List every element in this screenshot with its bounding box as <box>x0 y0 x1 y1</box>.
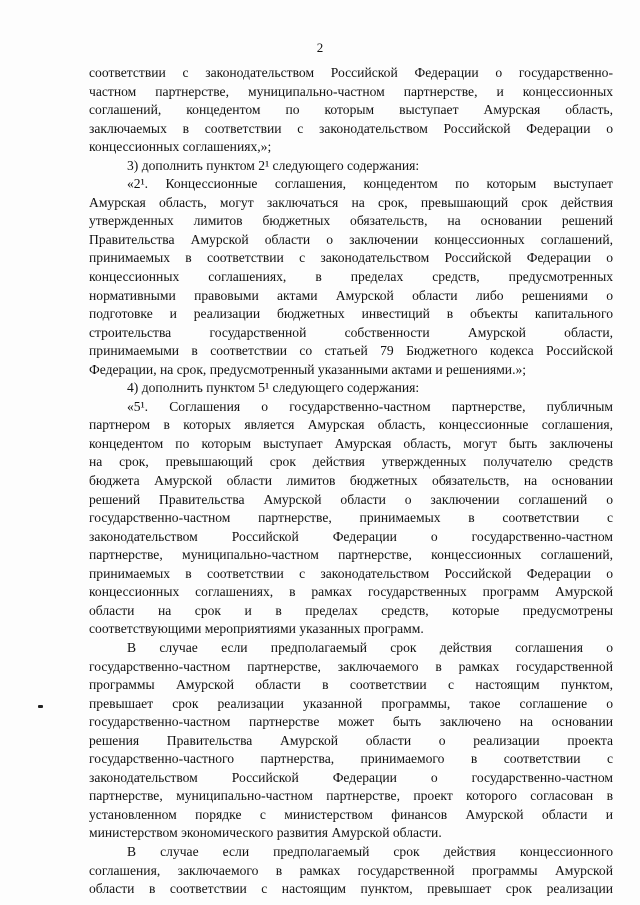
text-line: партнерстве, муниципально-частном партнерстве, проект которого согласован в <box>89 788 613 804</box>
text-line: «2¹. Концессионные соглашения, концедентом по которым выступает <box>127 176 613 192</box>
text-line: области на срок и в пределах средств, которые предусмотрены <box>89 602 613 618</box>
text-line: принимаемых в соответствии с законодательством Российской Федерации о <box>89 565 613 581</box>
text-line: Правительства Амурской области о заключении концессионных соглашений, <box>89 231 613 247</box>
text-line: соответствии с законодательством Российской Федерации о государственно- <box>89 65 613 80</box>
text-line: решения Правительства Амурской области о реализации проекта <box>89 732 613 748</box>
text-line: партнером в которых является Амурская область, концессионные соглашения, <box>89 417 613 433</box>
text-line: В случае если предполагаемый срок действия концессионного <box>127 843 613 859</box>
text-line: заключаемых в соответствии с законодательством Российской Федерации о <box>89 120 613 136</box>
text-line: государственно-частном партнерстве, принимаемых в соответствии с <box>89 510 613 526</box>
text-line: концессионных соглашениях,»; <box>89 139 272 155</box>
text-line: В случае если предполагаемый срок действия соглашения о <box>127 639 613 655</box>
text-line: государственно-частном партнерстве может быть заключено на основании <box>89 714 613 730</box>
text-line: соответствующими мероприятиями указанных программ. <box>89 621 424 637</box>
text-line: принимаемых в соответствии с законодательством Российской Федерации о <box>89 250 613 266</box>
text-line: 3) дополнить пунктом 2¹ следующего содержания: <box>127 157 420 173</box>
text-line: строительства государственной собственности Амурской области, <box>89 324 613 340</box>
text-line: принимаемыми в соответствии со статьей 79 Бюджетного кодекса Российской <box>89 343 613 359</box>
text-line: бюджета Амурской области лимитов бюджетных обязательств, на основании <box>89 473 613 489</box>
text-line: законодательством Российской Федерации о государственно-частном <box>89 769 613 785</box>
text-line: Федерации, на срок, предусмотренный указанными актами и решениями.»; <box>89 361 527 377</box>
text-line: на срок, превышающий срок действия утвержденных получателю средств <box>89 454 613 470</box>
text-line: соглашения, заключаемого в рамках государственной программы Амурской <box>89 862 613 878</box>
text-line: государственно-частном партнерстве, заключаемого в рамках государственной <box>89 658 613 674</box>
text-line: нормативными правовыми актами Амурской области либо решениями о <box>89 287 613 303</box>
text-line: Амурская область, могут заключаться на срок, превышающий срок действия <box>89 194 613 210</box>
text-line: программы Амурской области в соответствии с настоящим пунктом, <box>89 677 613 693</box>
text-line: 4) дополнить пунктом 5¹ следующего содержания: <box>127 380 420 396</box>
text-line: области в соответствии с настоящим пунктом, превышает срок реализации <box>89 881 613 897</box>
text-line: «5¹. Соглашения о государственно-частном партнерстве, публичным <box>127 398 613 414</box>
text-line: утвержденных лимитов бюджетных обязательств, на основании решений <box>89 213 613 229</box>
body-text <box>89 64 613 899</box>
text-line: министерством экономического развития Амурской области. <box>89 825 442 841</box>
text-line: установленном порядке с министерством финансов Амурской области и <box>89 806 613 822</box>
page-number: 2 <box>316 40 324 55</box>
text-line: законодательством Российской Федерации о государственно-частном <box>89 528 613 544</box>
text-line: концессионных соглашениях, в рамках государственных программ Амурской <box>89 584 613 600</box>
text-line: частном партнерстве, муниципально-частном партнерстве, и концессионных <box>89 83 613 99</box>
text-line: партнерстве, муниципально-частном партнерстве, концессионных соглашений, <box>89 547 613 563</box>
text-line: подготовке и реализации бюджетных инвестиций в объекты капитального <box>89 306 613 322</box>
margin-mark <box>38 705 43 708</box>
text-line: концессионных соглашениях, в пределах средств, предусмотренных <box>89 269 613 285</box>
text-line: превышает срок реализации указанной программы, такое соглашение о <box>89 695 613 711</box>
text-line: соглашений, концедентом по которым выступает Амурская область, <box>89 102 613 118</box>
text-line: концедентом по которым выступает Амурская область, могут быть заключены <box>89 435 613 451</box>
text-line: государственно-частного партнерства, принимаемого в соответствии с <box>89 751 613 767</box>
text-line: решений Правительства Амурской области о заключении соглашений о <box>89 491 613 507</box>
